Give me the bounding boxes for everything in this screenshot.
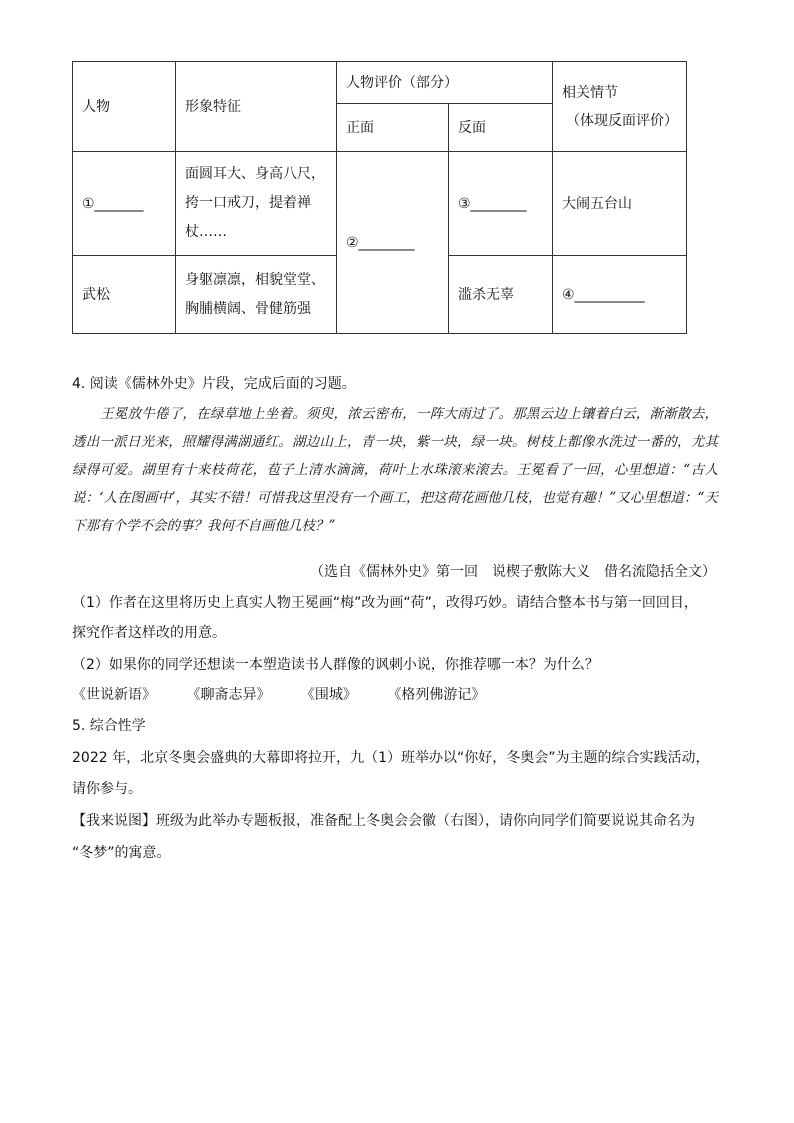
q4-book-list <box>72 685 511 705</box>
q4-sub1-line1: （1）作者在这里将历史上真实人物王冕画“梅”改为画“荷”，改得巧妙。请结合整本书与第一回回目， <box>72 595 698 611</box>
header-negative: 反面 <box>449 104 553 152</box>
q5-title: 5. 综合性学 <box>72 718 146 734</box>
header-plot <box>553 62 687 152</box>
cell-negative-wusong: 滥杀无辜 <box>449 256 553 334</box>
header-image: 形象特征 <box>176 62 337 152</box>
image-line: 面圆耳大、身高八尺， <box>185 166 325 182</box>
header-evaluation: 人物评价（部分） <box>337 62 553 104</box>
book-option: 《聊斋志异》 <box>186 687 271 703</box>
q5-task-line1: 【我来说图】班级为此举办专题板报，准备配上冬奥会会徽（右图），请你向同学们简要说说其命名为 <box>72 813 695 829</box>
q5-intro-line1: 2022 年，北京冬奥会盛典的大幕即将拉开，九（1）班举办以“你好，冬奥会”为主题的综合实践活动， <box>72 750 710 766</box>
cell-image-luzhishen <box>176 152 337 256</box>
cell-negative-blank-3: ③________ <box>449 152 553 256</box>
cell-plot-wutaishan: 大闹五台山 <box>553 152 687 256</box>
cell-positive-blank-2: ②________ <box>337 152 449 334</box>
q4-sub1-line2: 探究作者这样改的用意。 <box>72 625 226 641</box>
q4-title: 4. 阅读《儒林外史》片段，完成后面的习题。 <box>72 376 356 392</box>
q4-source: （选自《儒林外史》第一回 说楔子敷陈大义 借名流隐括全文） <box>310 564 716 580</box>
q4-sub2: （2）如果你的同学还想读一本塑造读书人群像的讽刺小说，你推荐哪一本？为什么？ <box>72 657 599 673</box>
book-option: 《世说新语》 <box>72 687 156 703</box>
q5-intro-line2: 请你参与。 <box>72 781 142 797</box>
book-option: 《围城》 <box>300 687 357 703</box>
book-option: 《格列佛游记》 <box>387 687 486 703</box>
header-person: 人物 <box>73 62 176 152</box>
q4-passage: 王冕放牛倦了，在绿草地上坐着。须臾，浓云密布，一阵大雨过了。那黑云边上镶着白云，渐渐散去，透出一派日光来，照耀得满湖通红。湖边山上，青一块，紫一块，绿一块。树枝上都像水洗过一番的，尤其绿得可爱。湖里有十来枝荷花，苞子上清水滴滴，荷叶上水珠滚来滚去。王冕看了一回，心里想道：“古人说：‘人在图画中’，其实不错！可惜我这里没有一个画工，把这荷花画他几枝，也觉有趣！”又心里想道：“天下那有个学不会的事？我何不自画他几枝？” <box>72 406 718 534</box>
header-plot-line2: （体现反面评价） <box>566 112 678 129</box>
character-table <box>72 61 687 334</box>
header-plot-line1: 相关情节 <box>562 84 618 101</box>
image-line: 身躯凛凛，相貌堂堂、 <box>185 271 325 288</box>
cell-person-blank-1: ①_______ <box>73 152 176 256</box>
image-line: 胸脯横阔、骨健筋强 <box>185 300 311 317</box>
cell-image-wusong <box>176 256 337 334</box>
header-positive: 正面 <box>337 104 449 152</box>
cell-person-wusong: 武松 <box>73 256 176 334</box>
q5-task-line2: “冬梦”的寓意。 <box>72 845 171 861</box>
cell-plot-blank-4: ④__________ <box>553 256 687 334</box>
image-line: 杖…… <box>185 224 227 240</box>
image-line: 挎一口戒刀，提着禅 <box>185 195 311 211</box>
